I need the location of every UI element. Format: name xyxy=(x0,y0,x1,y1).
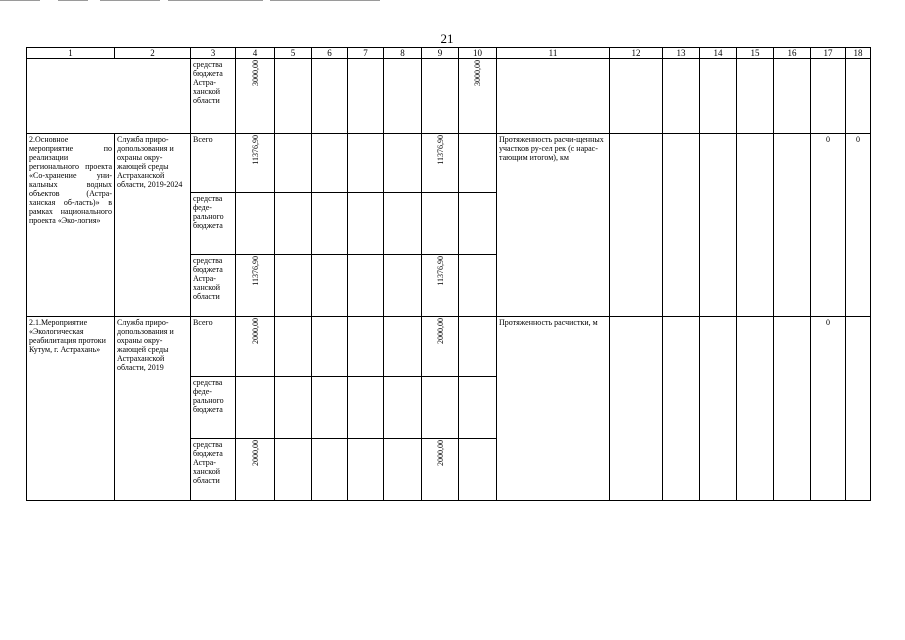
header-cell: 15 xyxy=(737,48,774,59)
indicator-value: 0 xyxy=(811,134,846,317)
amount-cell xyxy=(422,134,459,193)
header-cell: 14 xyxy=(700,48,737,59)
header-cell: 6 xyxy=(312,48,348,59)
header-cell: 16 xyxy=(774,48,811,59)
top-rule-3 xyxy=(100,0,160,1)
header-cell: 11 xyxy=(497,48,610,59)
executor-cell: Служба приро-допользования и охраны окру-жающей среды Астраханской области, 2019-2024 xyxy=(115,134,191,317)
header-cell: 8 xyxy=(384,48,422,59)
top-rule-2 xyxy=(58,0,88,1)
source-label: средства бюджета Астра-ханской области xyxy=(191,439,236,501)
indicator-value: 0 xyxy=(811,317,846,501)
top-rule-4 xyxy=(168,0,263,1)
source-label: средства бюджета Астра-ханской области xyxy=(191,59,236,134)
amount-cell xyxy=(422,317,459,377)
amount-value: 2000,00 xyxy=(435,440,445,466)
source-label: средства феде-рального бюджета xyxy=(191,193,236,255)
header-cell: 2 xyxy=(115,48,191,59)
top-rule-5 xyxy=(270,0,380,1)
indicator-cell: Протяженность расчистки, м xyxy=(497,317,610,501)
cell-empty xyxy=(27,59,191,134)
source-label: средства бюджета Астра-ханской области xyxy=(191,255,236,317)
amount-cell xyxy=(236,439,275,501)
activity-name: 2.Основное мероприятие по реализации регионального проекта «Со-хранение уни-кальных водных объектов (Астра-ханская об-ласть)» в рамках национального проекта «Эко-логия» xyxy=(27,134,115,317)
source-label: средства феде-рального бюджета xyxy=(191,377,236,439)
amount-cell xyxy=(422,439,459,501)
table-row xyxy=(27,59,871,134)
header-cell: 12 xyxy=(610,48,663,59)
header-cell: 9 xyxy=(422,48,459,59)
table-row xyxy=(27,317,871,377)
activity-name: 2.1.Мероприятие «Экологическая реабилитация протоки Кутум, г. Астрахань» xyxy=(27,317,115,501)
executor-cell: Служба приро-допользования и охраны окру-жающей среды Астраханской области, 2019 xyxy=(115,317,191,501)
header-row xyxy=(27,48,871,59)
amount-value: 11376,90 xyxy=(250,135,260,165)
amount-cell xyxy=(236,134,275,193)
header-cell: 4 xyxy=(236,48,275,59)
budget-table xyxy=(26,47,871,501)
indicator-cell: Протяженность расчи-щенных участков ру-сел рек (с нарас-тающим итогом), км xyxy=(497,134,610,317)
amount-cell xyxy=(459,59,497,134)
source-label: Всего xyxy=(191,317,236,377)
table-row xyxy=(27,134,871,193)
page-number: 21 xyxy=(440,31,454,46)
indicator-value: 0 xyxy=(846,134,871,317)
header-cell: 10 xyxy=(459,48,497,59)
amount-value: 2000,00 xyxy=(250,318,260,344)
amount-value: 11376,90 xyxy=(435,135,445,165)
amount-value: 2000,00 xyxy=(435,318,445,344)
amount-cell xyxy=(422,255,459,317)
header-cell: 13 xyxy=(663,48,700,59)
header-cell: 3 xyxy=(191,48,236,59)
top-rule-1 xyxy=(0,0,40,1)
header-cell: 1 xyxy=(27,48,115,59)
amount-cell xyxy=(236,59,275,134)
header-cell: 17 xyxy=(811,48,846,59)
header-cell: 18 xyxy=(846,48,871,59)
header-cell: 7 xyxy=(348,48,384,59)
amount-value: 2000,00 xyxy=(250,440,260,466)
amount-value: 3000,00 xyxy=(473,60,482,86)
header-cell: 5 xyxy=(275,48,312,59)
amount-cell xyxy=(236,255,275,317)
amount-cell xyxy=(236,317,275,377)
amount-value: 11376,90 xyxy=(435,256,445,286)
amount-value: 11376,90 xyxy=(250,256,260,286)
source-label: Всего xyxy=(191,134,236,193)
amount-value: 3000,00 xyxy=(250,60,260,86)
